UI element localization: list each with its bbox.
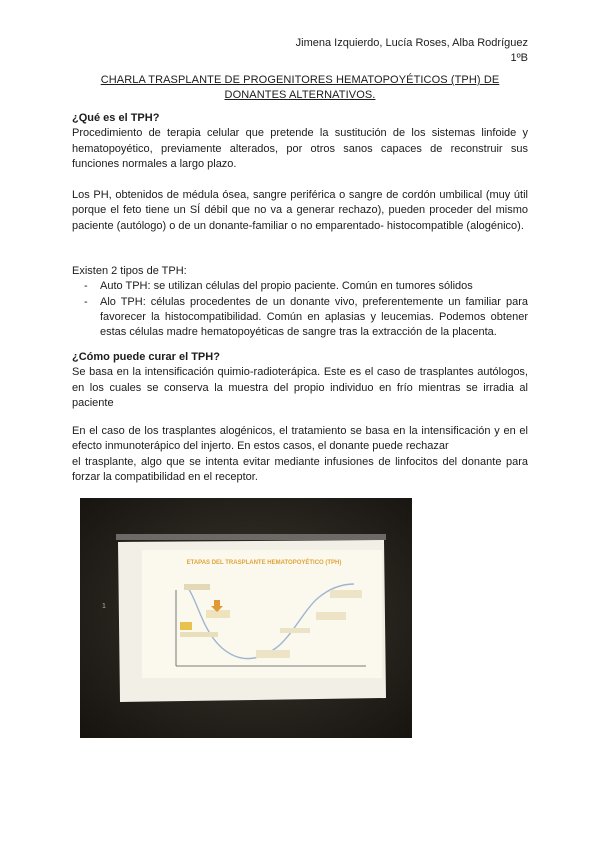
class-group: 1ºB xyxy=(510,52,528,64)
list-item-text: Auto TPH: se utilizan células del propio paciente. Común en tumores sólidos xyxy=(100,280,473,293)
list-item xyxy=(72,279,528,294)
types-intro: Existen 2 tipos de TPH: xyxy=(72,265,187,277)
slide-label-box xyxy=(206,610,230,618)
side-marker: 1 xyxy=(102,603,106,610)
paragraph-sources xyxy=(72,188,528,234)
slide-label-box xyxy=(256,650,290,658)
authors: Jimena Izquierdo, Lucía Roses, Alba Rodríguez xyxy=(295,37,528,49)
slide-label-box xyxy=(180,622,192,630)
types-list xyxy=(72,279,528,340)
title-line-1: CHARLA TRASPLANTE DE PROGENITORES HEMATOPOYÉTICOS (TPH) DE xyxy=(100,74,500,86)
slide-label-box xyxy=(184,584,210,590)
slide-label-box xyxy=(180,632,218,637)
tph-types xyxy=(72,264,528,340)
paragraph-allogeneic xyxy=(72,424,528,485)
title-line-2: DONANTES ALTERNATIVOS. xyxy=(224,89,376,101)
projector-screen-image xyxy=(80,498,412,738)
paragraph: En el caso de los trasplantes alogénicos, el tratamiento se basa en la intensificación y en el efecto inmunoterápico del injerto. En estos casos, el donante puede rechazar xyxy=(72,425,528,453)
screen-roller xyxy=(116,534,386,540)
paragraph: Procedimiento de terapia celular que pretende la sustitución de los sistemas linfoide y hematopoyético, previamente alterados, por otros sanos capaces de reconstruir sus funciones normales a largo plazo. xyxy=(72,127,528,170)
paragraph-continuation: el trasplante, algo que se intenta evitar mediante infusiones de linfocitos del donante para forzar la compatibilidad en el receptor. xyxy=(72,455,528,483)
document-title xyxy=(72,73,528,103)
presentation-photo xyxy=(80,498,412,738)
paragraph: Se basa en la intensificación quimio-radioterápica. Este es el caso de trasplantes autólogos, en los cuales se conserva la muestra del propio individuo en frío mientras se irradia al paciente xyxy=(72,366,528,409)
document-header xyxy=(296,36,528,66)
paragraph: Los PH, obtenidos de médula ósea, sangre periférica o sangre de cordón umbilical (muy útil porque el feto tiene un SÍ débil que no va a generar rechazo), pueden proceder del mismo paciente (autólogo) o de un donante-familiar o no emparentado- histocompatible (alogénico). xyxy=(72,189,528,232)
dash-bullet: - xyxy=(84,280,88,293)
slide-label-box xyxy=(330,590,362,598)
section-heading: ¿Cómo puede curar el TPH? xyxy=(72,351,220,363)
dash-bullet: - xyxy=(84,295,88,308)
section-heading: ¿Qué es el TPH? xyxy=(72,112,160,124)
section-what-is-tph xyxy=(72,111,528,172)
slide-title: ETAPAS DEL TRASPLANTE HEMATOPOYÉTICO (TPH) xyxy=(186,560,342,566)
slide-label-box xyxy=(316,612,346,620)
slide-label-box xyxy=(280,628,310,633)
list-item xyxy=(72,295,528,341)
list-item-text: Alo TPH: células procedentes de un donante vivo, preferentemente un familiar para favorecer la histocompatibilidad. Común en aplasias y leucemias. Podemos obtener estas células madre hematopoyéticas de sangre tras la extracción de la placenta. xyxy=(100,295,528,339)
section-how-it-cures xyxy=(72,350,528,411)
